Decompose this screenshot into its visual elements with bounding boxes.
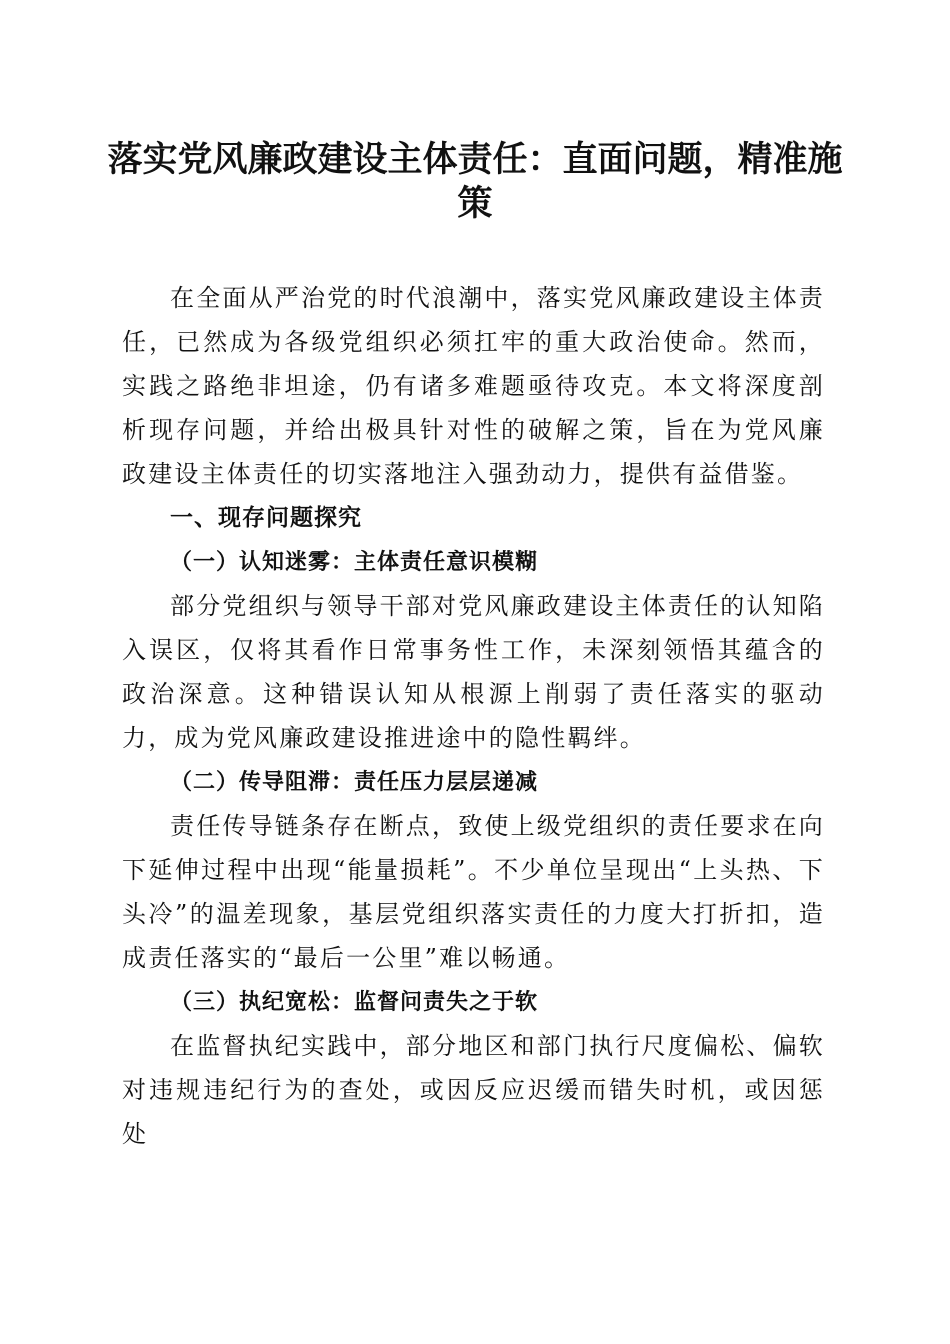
document-title: 落实党风廉政建设主体责任：直面问题，精准施策 <box>107 140 843 224</box>
subsection-heading-3: （三）执纪宽松：监督问责失之于软 <box>170 989 539 1015</box>
subsection-paragraph-2: 责任传导链条存在断点，致使上级党组织的责任要求在向下延伸过程中出现“能量损耗”。不少单位呈现出“上头热、下头冷”的温差现象，基层党组织落实责任的力度大打折扣，造成责任落实的“最后一公里”难以畅通。 <box>122 812 825 972</box>
subsection-paragraph-3: 在监督执纪实践中，部分地区和部门执行尺度偏松、偏软对违规违纪行为的查处，或因反应迟缓而错失时机，或因惩处 <box>122 1032 825 1148</box>
intro-paragraph: 在全面从严治党的时代浪潮中，落实党风廉政建设主体责任，已然成为各级党组织必须扛牢的重大政治使命。然而，实践之路绝非坦途，仍有诸多难题亟待攻克。本文将深度剖析现存问题，并给出极具针对性的破解之策，旨在为党风廉政建设主体责任的切实落地注入强劲动力，提供有益借鉴。 <box>122 284 825 488</box>
section-heading-1: 一、现存问题探究 <box>170 505 362 531</box>
subsection-heading-1: （一）认知迷雾：主体责任意识模糊 <box>170 549 539 575</box>
subsection-heading-2: （二）传导阻滞：责任压力层层递减 <box>170 769 539 795</box>
document-body <box>122 276 825 1156</box>
subsection-paragraph-1: 部分党组织与领导干部对党风廉政建设主体责任的认知陷入误区，仅将其看作日常事务性工作，未深刻领悟其蕴含的政治深意。这种错误认知从根源上削弱了责任落实的驱动力，成为党风廉政建设推进途中的隐性羁绊。 <box>122 592 825 752</box>
